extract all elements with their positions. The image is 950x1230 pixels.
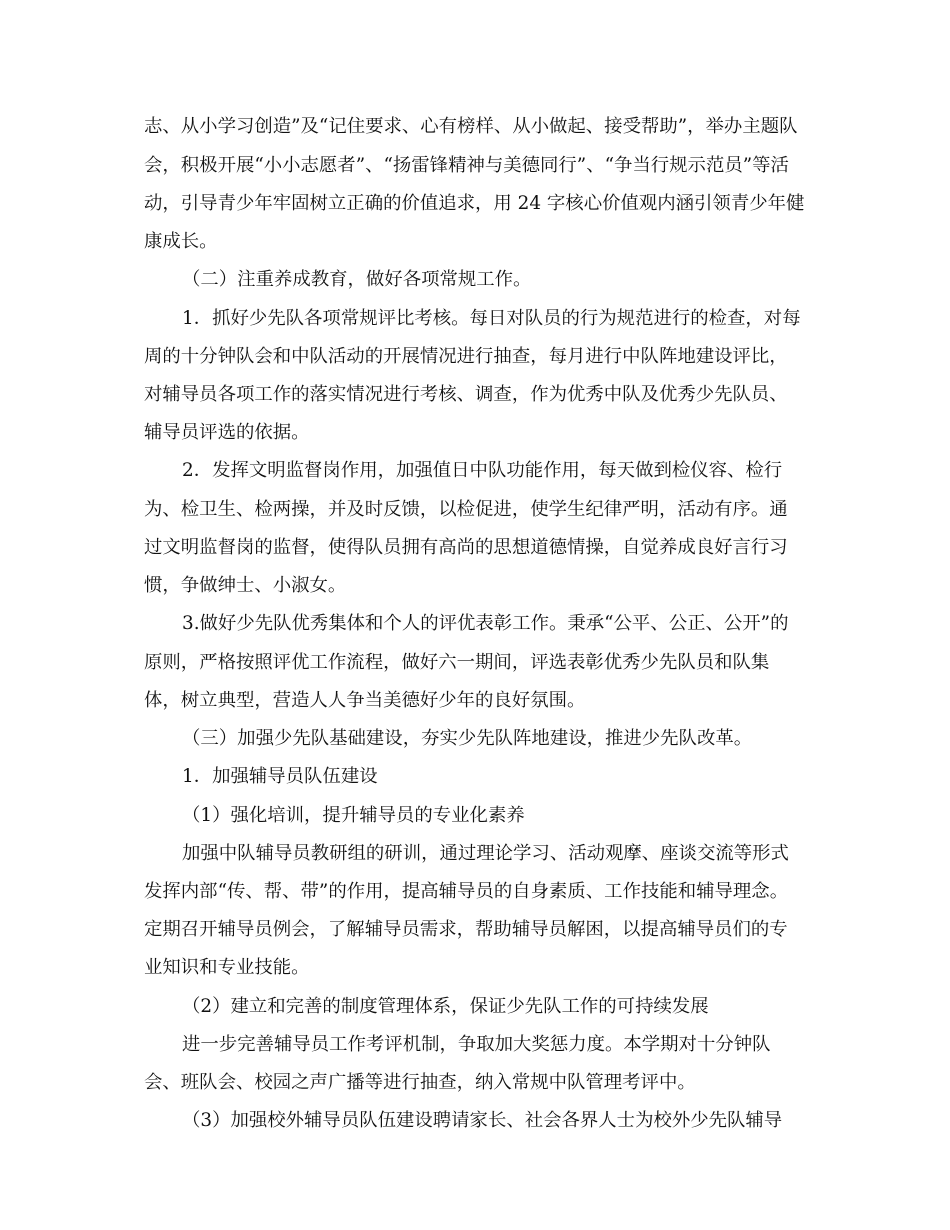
text-line: 1．抓好少先队各项常规评比考核。每日对队员的行为规范进行的检查，对每: [182, 308, 801, 329]
text-line: 体，树立典型，营造人人争当美德好少年的良好氛围。: [144, 690, 586, 711]
text-line: 对辅导员各项工作的落实情况进行考核、调查，作为优秀中队及优秀少先队员、: [144, 384, 788, 405]
text-line: 周的十分钟队会和中队活动的开展情况进行抽查，每月进行中队阵地建设评比，: [144, 346, 788, 367]
text-line: 为、检卫生、检两操，并及时反馈，以检促进，使学生纪律严明，活动有序。通: [144, 499, 788, 520]
section-heading: （三）加强少先队基础建设，夯实少先队阵地建设，推进少先队改革。: [182, 728, 753, 749]
text-line: 辅导员评选的依据。: [144, 422, 310, 443]
text-line: 进一步完善辅导员工作考评机制，争取加大奖惩力度。本学期对十分钟队: [182, 1034, 771, 1055]
text-line: 3.做好少先队优秀集体和个人的评优表彰工作。秉承“公平、公正、公开”的: [182, 613, 789, 634]
text-line: 原则，严格按照评优工作流程，做好六一期间，评选表彰优秀少先队员和队集: [144, 652, 770, 673]
section-heading: （二）注重养成教育，做好各项常规工作。: [182, 269, 532, 290]
text-line: 会，积极开展“小小志愿者”、“扬雷锋精神与美德同行”、“争当行规示范员”等活: [144, 155, 789, 176]
subsection-heading: （2）建立和完善的制度管理体系，保证少先队工作的可持续发展: [182, 996, 709, 1017]
text-line: 加强中队辅导员教研组的研训，通过理论学习、活动观摩、座谈交流等形式: [182, 843, 789, 864]
text-line: 志、从小学习创造”及“记住要求、心有榜样、从小做起、接受帮助”，举办主题队: [144, 116, 798, 137]
text-line: 惯，争做绅士、小淑女。: [144, 575, 347, 596]
text-line: 发挥内部“传、帮、带”的作用，提高辅导员的自身素质、工作技能和辅导理念。: [144, 881, 789, 902]
subsection-heading: （3）加强校外辅导员队伍建设聘请家长、社会各界人士为校外少先队辅导: [182, 1110, 783, 1131]
text-line: 动，引导青少年牢固树立正确的价值追求，用 24 字核心价值观内涵引领青少年健: [144, 193, 805, 214]
subsection-heading: （1）强化培训，提升辅导员的专业化素养: [182, 805, 525, 826]
text-line: 业知识和专业技能。: [144, 957, 310, 978]
text-line: 定期召开辅导员例会，了解辅导员需求，帮助辅导员解困，以提高辅导员们的专: [144, 919, 788, 940]
subsection-heading: 1．加强辅导员队伍建设: [182, 766, 378, 787]
text-line: 2．发挥文明监督岗作用，加强值日中队功能作用，每天做到检仪容、检行: [182, 460, 783, 481]
text-line: 康成长。: [144, 231, 218, 252]
text-line: 过文明监督岗的监督，使得队员拥有高尚的思想道德情操，自觉养成良好言行习: [144, 537, 788, 558]
text-line: 会、班队会、校园之声广播等进行抽查，纳入常规中队管理考评中。: [144, 1072, 696, 1093]
